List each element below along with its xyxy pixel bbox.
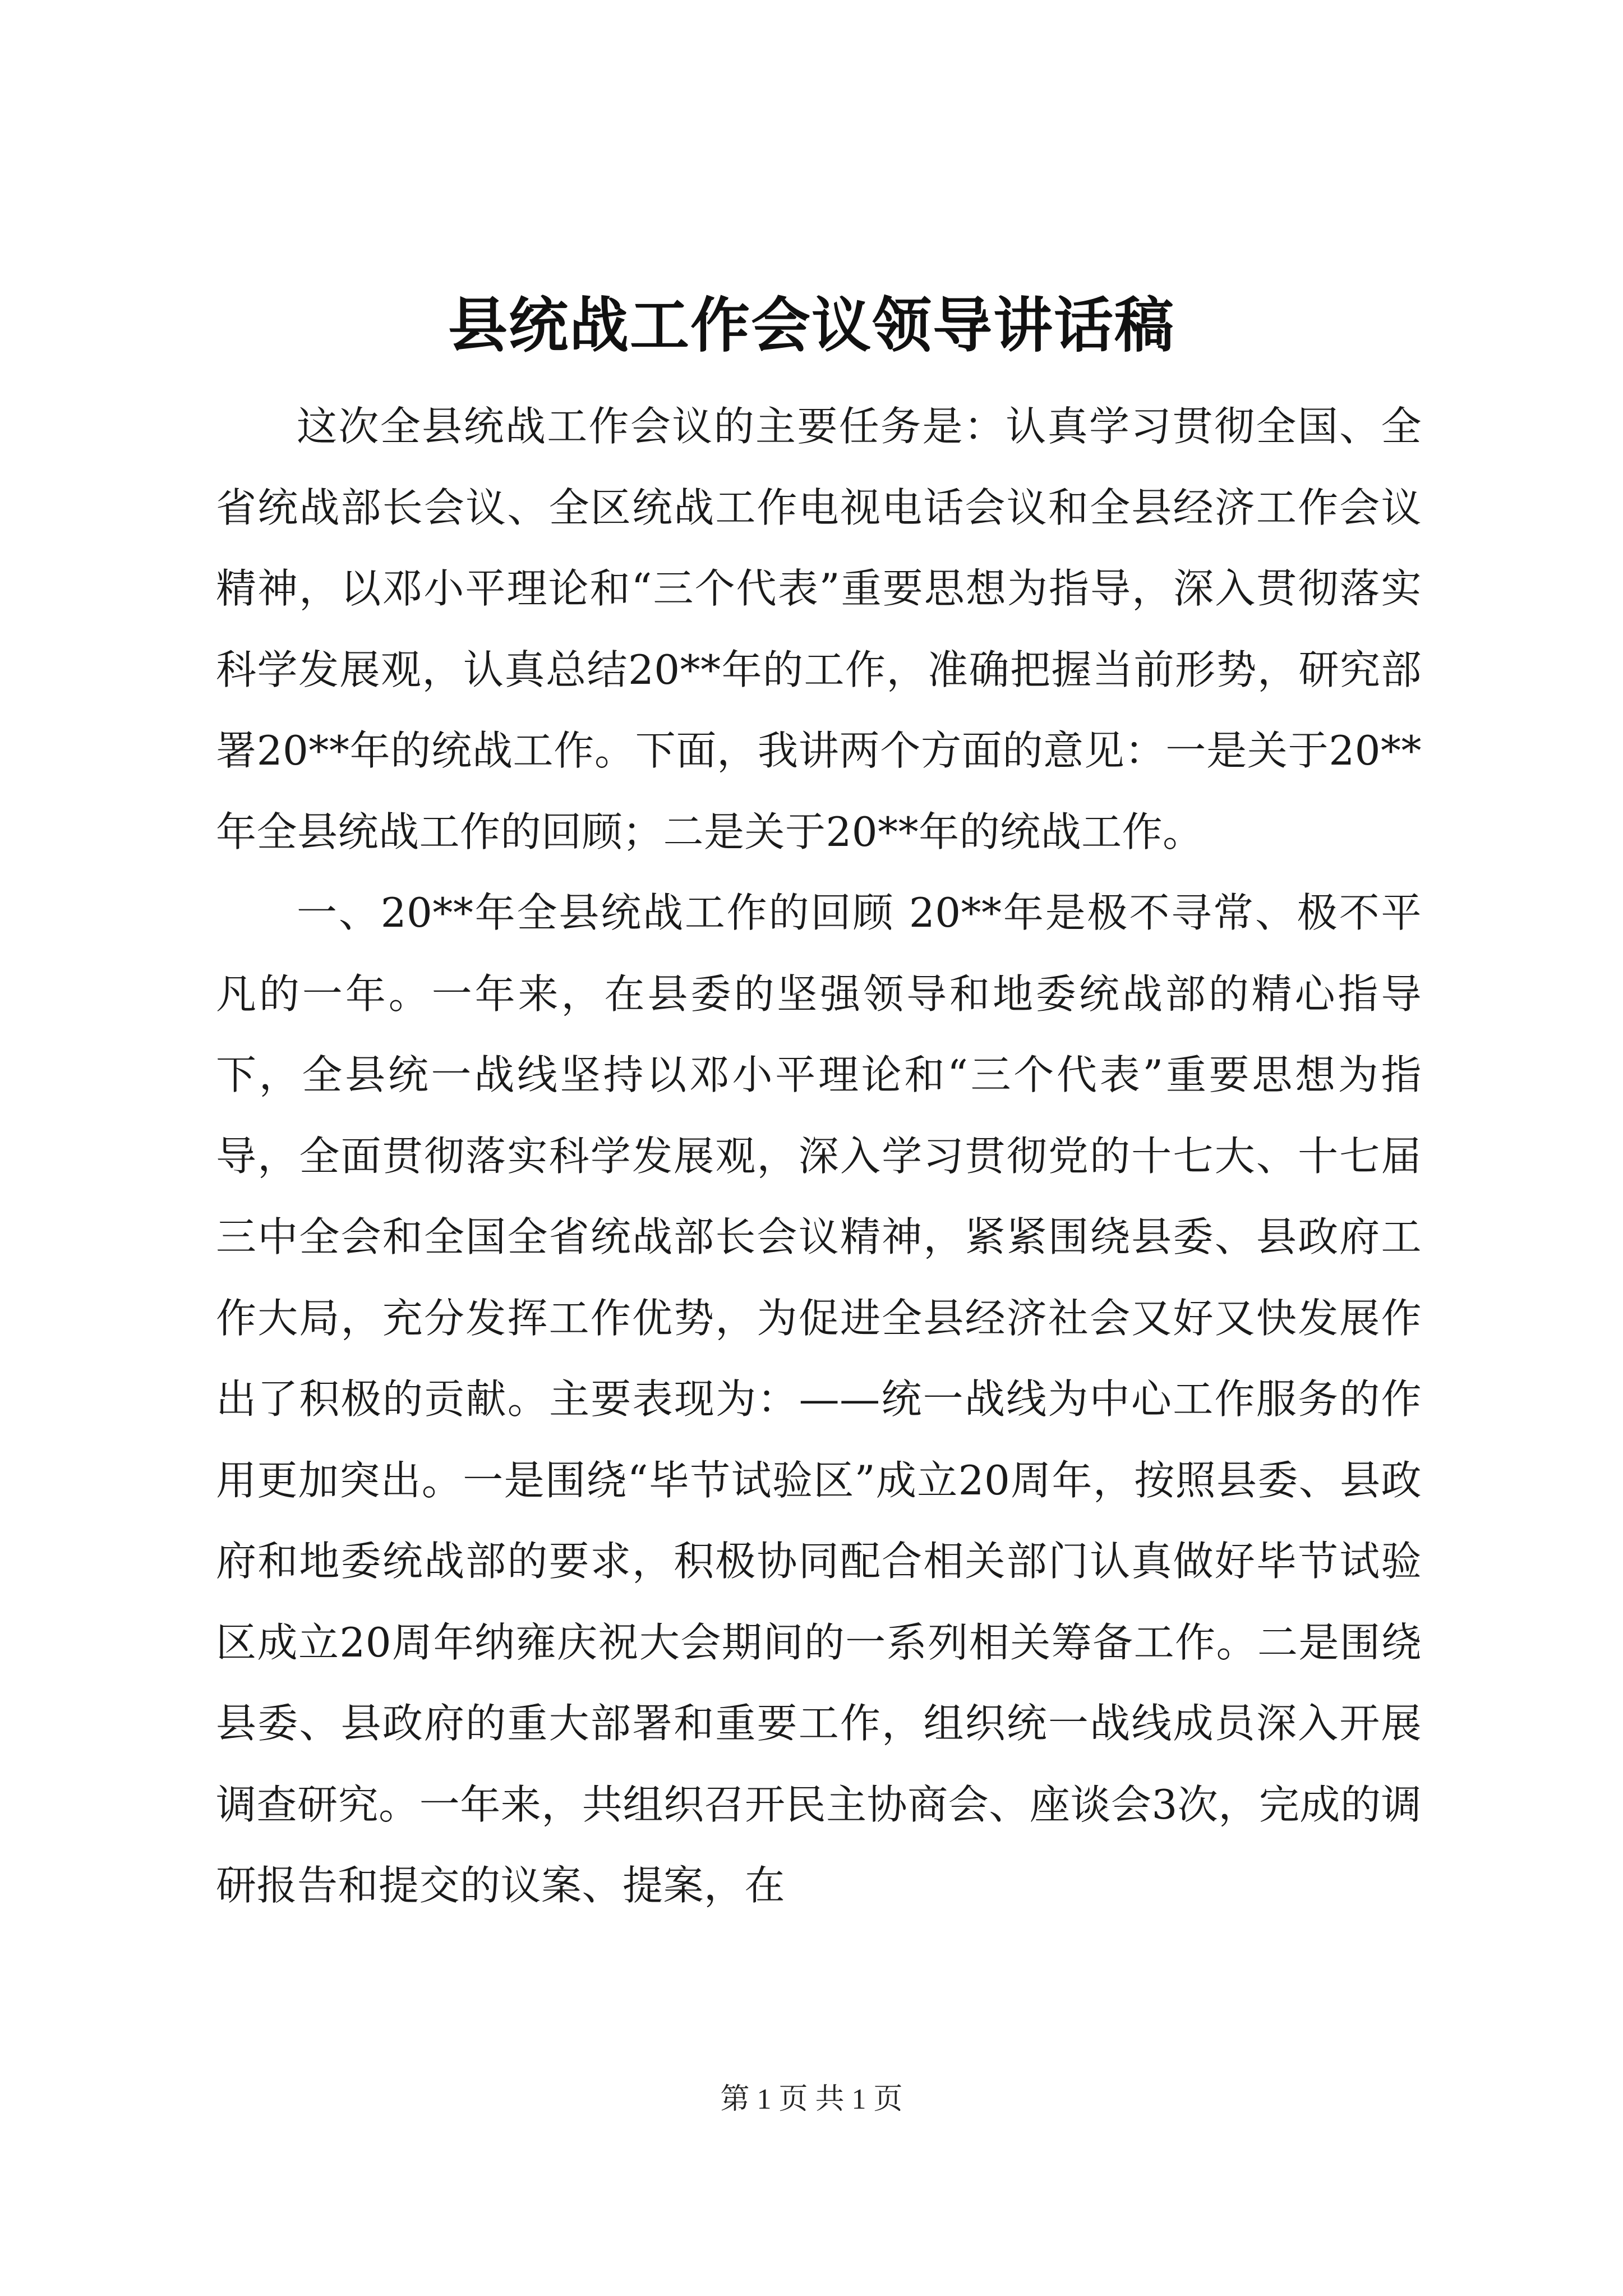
page-footer: 第 1 页 共 1 页 <box>720 2083 903 2115</box>
paragraph-review: 一、20**年全县统战工作的回顾 20**年是极不寻常、极不平凡的一年。一年来，在县委的坚强领导和地委统战部的精心指导下，全县统一战线坚持以邓小平理论和“三个代表”重要思想为指导，全面贯彻落实科学发展观，深入学习贯彻党的十七大、十七届三中全会和全国全省统战部长会议精神，紧紧围绕县委、县政府工作大局，充分发挥工作优势，为促进全县经济社会又好又快发展作出了积极的贡献。主要表现为：——统一战线为中心工作服务的作用更加突出。一是围绕“毕节试验区”成立20周年，按照县委、县政府和地委统战部的要求，积极协同配合相关部门认真做好毕节试验区成立20周年纳雍庆祝大会期间的一系列相关筹备工作。二是围绕县委、县政府的重大部署和重要工作，组织统一战线成员深入开展调查研究。一年来，共组织召开民主协商会、座谈会3次，完成的调研报告和提交的议案、提案，在 <box>216 889 1422 1909</box>
document-title: 县统战工作会议领导讲话稿 <box>448 290 1175 360</box>
document-body <box>216 386 1422 1926</box>
paragraph-intro: 这次全县统战工作会议的主要任务是：认真学习贯彻全国、全省统战部长会议、全区统战工作电视电话会议和全县经济工作会议精神，以邓小平理论和“三个代表”重要思想为指导，深入贯彻落实科学发展观，认真总结20**年的工作，准确把握当前形势，研究部署20**年的统战工作。下面，我讲两个方面的意见：一是关于20**年全县统战工作的回顾；二是关于20**年的统战工作。 <box>216 403 1422 855</box>
